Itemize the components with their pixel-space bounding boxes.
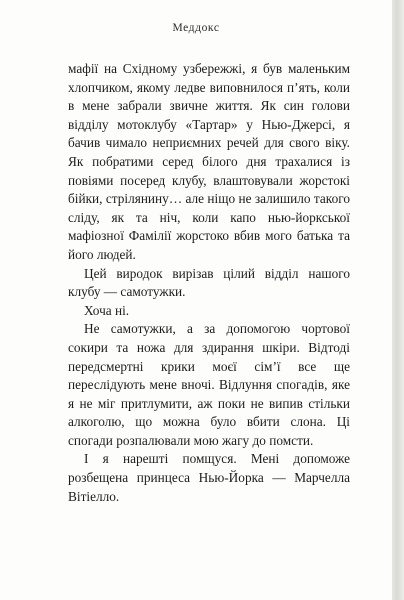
page-edge	[392, 0, 404, 600]
paragraph: Не самотужки, а за допомогою чортової сокири та ножа для здирання шкіри. Відтоді передсмертні крики моєї сім’ї все ще переслідують мене вночі. Відлуння спогадів, яке я не міг притлумити, аж поки не випив стільки алкоголю, що можна було вбити слона. Ці спогади розпалювали мою жагу до помсти.	[68, 321, 350, 448]
page-text	[68, 60, 350, 506]
running-head: Меддокс	[172, 22, 220, 34]
paragraph: Цей виродок вирізав цілий відділ нашого клубу — самотужки.	[68, 265, 350, 300]
paragraph: І я нарешті помщуся. Мені допоможе розбещена принцеса Нью-Йорка — Марчелла Вітіелло.	[68, 451, 350, 504]
paragraph: Хоча ні.	[84, 302, 130, 318]
paragraph: мафії на Східному узбережжі, я був маленьким хлопчиком, якому ледве виповнилося п’ять, коли в мене забрали звичне життя. Як син голови відділу мотоклубу «Тартар» у Нью-Джерсі, я бачив чимало неприємних речей для свого віку. Як побратими серед білого дня трахалися із повіями посеред клубу, влаштовували жорстокі бійки, стрілянину… але ніщо не залишило такого сліду, як та ніч, коли капо нью-йоркської мафіозної Фамілії жорстоко вбив мого батька та його людей.	[68, 61, 350, 262]
